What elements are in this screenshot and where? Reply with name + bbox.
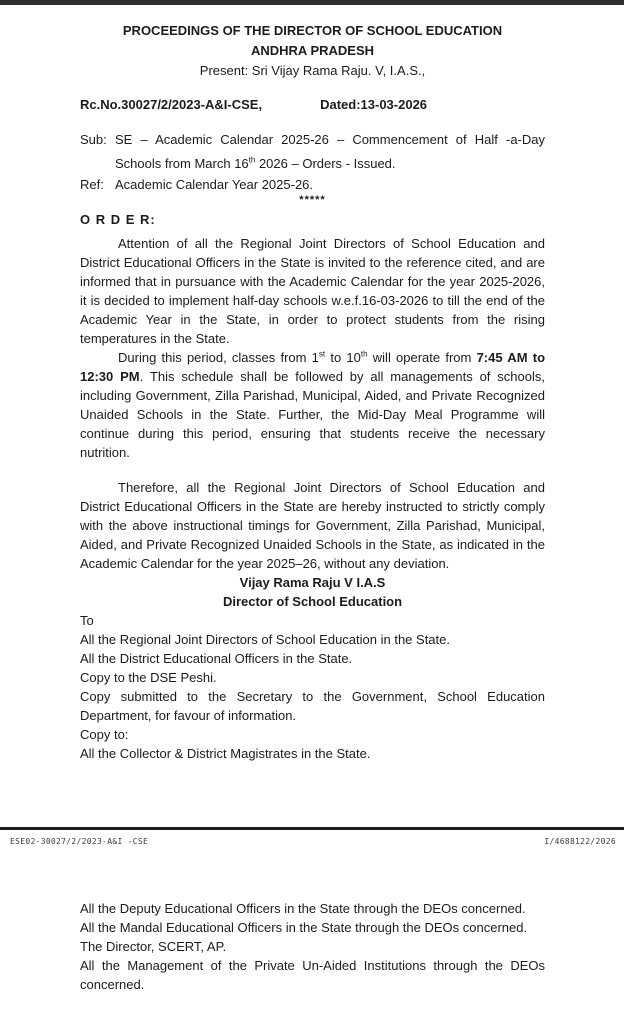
reference-cited-row	[80, 175, 545, 194]
order-paragraph-1: Attention of all the Regional Joint Directors of School Education and District Educational Officers in the State is invited to the reference cited, and are informed that in pursuance with the Academic Calendar for the year 2025-2026, it is decided to implement half-day schools w.e.f.16-03-2026 to till the end of the Academic Year in the State, in order to protect students from the rising temperatures in the State.	[80, 236, 545, 346]
distribution-line: All the District Educational Officers in the State.	[80, 651, 353, 666]
reference-row	[80, 95, 545, 114]
subject-row	[80, 130, 545, 173]
signature-designation: Director of School Education	[222, 594, 403, 609]
distribution-line: All the Collector & District Magistrates in the State.	[80, 746, 371, 761]
subject-text-line2: Schools from March 16th 2026 – Orders - Issued.	[115, 155, 396, 171]
order-paragraph-2: During this period, classes from 1st to 10th will operate from 7:45 AM to 12:30 PM. This schedule shall be followed by all managements of schools, including Government, Zilla Parishad, Municipal, Aided, and Private Recognized Unaided Schools in the State. Further, the Mid-Day Meal Programme will continue during this period, ensuring that students receive the necessary nutrition.	[80, 349, 546, 460]
document-page-1	[0, 5, 624, 763]
rc-number: Rc.No.30027/2/2023-A&I-CSE,	[80, 97, 263, 112]
subject-block	[80, 130, 545, 206]
distribution-block	[80, 611, 545, 763]
ref-text: Academic Calendar Year 2025-26.	[115, 177, 314, 192]
to-label: To	[80, 613, 94, 628]
distribution-line: All the Management of the Private Un-Aided Institutions through the DEOs concerned.	[80, 958, 545, 992]
distribution-line: All the Regional Joint Directors of School Education in the State.	[80, 632, 450, 647]
order-paragraph-3: Therefore, all the Regional Joint Directors of School Education and District Educational Officers in the State are hereby instructed to strictly comply with the above instructional timings for Government, Zilla Parishad, Municipal, Aided, and Private Recognized Unaided Schools in the State, as indicated in the Academic Calendar for the year 2025–26, without any deviation.	[80, 480, 545, 571]
distribution-line: All the Deputy Educational Officers in the State through the DEOs concerned.	[80, 901, 526, 916]
signature-name: Vijay Rama Raju V I.A.S	[239, 575, 386, 590]
subject-label: Sub:	[80, 132, 107, 147]
footer-ref-right: I/4688122/2026	[544, 837, 616, 846]
distribution-line: Copy to the DSE Peshi.	[80, 670, 217, 685]
distribution-line: Copy submitted to the Secretary to the Government, School Education Department, for favour of information.	[80, 689, 545, 723]
dated-label: Dated:13-03-2026	[320, 97, 428, 112]
page-title-line2: ANDHRA PRADESH	[250, 43, 375, 58]
subject-text-line1: SE – Academic Calendar 2025-26 – Commencement of Half -a-Day	[115, 132, 545, 147]
page-title-line1: PROCEEDINGS OF THE DIRECTOR OF SCHOOL EDUCATION	[122, 23, 503, 38]
separator-stars: *****	[299, 194, 326, 206]
page-divider-line	[0, 827, 624, 830]
order-heading: O R D E R:	[80, 212, 156, 227]
ref-label: Ref:	[80, 177, 104, 192]
document-page-2	[0, 899, 624, 994]
present-line: Present: Sri Vijay Rama Raju. V, I.A.S.,	[199, 63, 426, 78]
footer-ref-left: ESE02-30027/2/2023-A&I -CSE	[10, 837, 149, 846]
distribution-line: All the Mandal Educational Officers in the State through the DEOs concerned.	[80, 920, 528, 935]
distribution-line: Copy to:	[80, 727, 129, 742]
page-footer-row	[0, 836, 624, 847]
distribution-line: The Director, SCERT, AP.	[80, 939, 227, 954]
